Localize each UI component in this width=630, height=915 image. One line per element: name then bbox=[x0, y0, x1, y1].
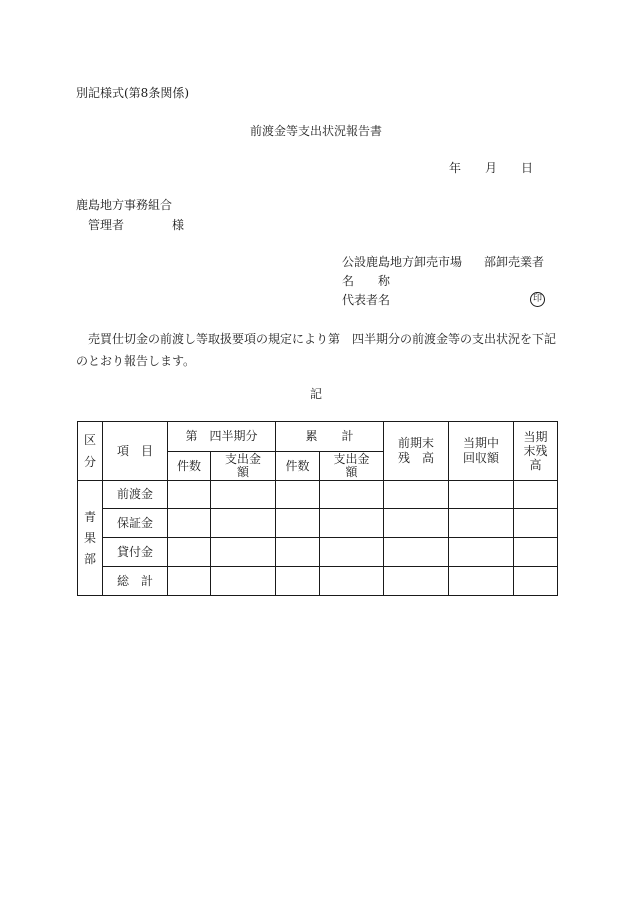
sender-name-label: 名 称 bbox=[342, 274, 391, 288]
sender-rep-label: 代表者名 bbox=[342, 293, 391, 307]
table-cell bbox=[320, 538, 384, 567]
row-label: 前渡金 bbox=[103, 481, 168, 509]
table-cell bbox=[514, 567, 558, 596]
sender-division: 部卸売業者 bbox=[484, 255, 545, 269]
table-cell bbox=[320, 567, 384, 596]
table-cell bbox=[276, 567, 320, 596]
table-cell bbox=[211, 567, 276, 596]
table-cell bbox=[211, 538, 276, 567]
report-table bbox=[77, 421, 558, 596]
table-cell bbox=[514, 538, 558, 567]
date-year: 年 bbox=[449, 161, 462, 175]
page-title: 前渡金等支出状況報告書 bbox=[250, 124, 383, 138]
header-count-quarter: 件数 bbox=[168, 452, 211, 481]
seal-icon: 印 bbox=[530, 292, 545, 307]
addressee-org: 鹿島地方事務組合 bbox=[76, 198, 173, 212]
ki-label: 記 bbox=[310, 387, 323, 401]
table-cell bbox=[384, 509, 449, 538]
date-day: 日 bbox=[521, 161, 534, 175]
header-cumulative: 累 計 bbox=[276, 422, 384, 452]
row-label: 貸付金 bbox=[103, 538, 168, 567]
table-cell bbox=[320, 509, 384, 538]
sender-market: 公設鹿島地方卸売市場 bbox=[342, 255, 463, 269]
table-cell bbox=[514, 509, 558, 538]
header-amount-cumulative: 支出金額 bbox=[320, 452, 384, 481]
row-label: 総 計 bbox=[103, 567, 168, 596]
body-paragraph: 売買仕切金の前渡し等取扱要項の規定により第 四半期分の前渡金等の支出状況を下記のとおり報告します。 bbox=[76, 332, 557, 368]
table-cell bbox=[276, 481, 320, 509]
table-cell bbox=[211, 509, 276, 538]
table-cell bbox=[449, 481, 514, 509]
table-cell bbox=[384, 567, 449, 596]
table-cell bbox=[449, 509, 514, 538]
table-cell bbox=[276, 538, 320, 567]
table-cell bbox=[276, 509, 320, 538]
table-cell bbox=[168, 509, 211, 538]
table-cell bbox=[168, 567, 211, 596]
header-amount-quarter: 支出金額 bbox=[211, 452, 276, 481]
table-cell bbox=[168, 538, 211, 567]
table-cell bbox=[211, 481, 276, 509]
table-cell bbox=[514, 481, 558, 509]
date-month: 月 bbox=[485, 161, 498, 175]
section-label: 青果部 bbox=[78, 481, 103, 596]
header-collected: 当期中回収額 bbox=[449, 422, 514, 481]
table-cell bbox=[320, 481, 384, 509]
addressee-honorific: 様 bbox=[172, 218, 185, 232]
table-cell bbox=[384, 481, 449, 509]
table-cell bbox=[449, 567, 514, 596]
table-cell bbox=[384, 538, 449, 567]
header-end-balance: 当期末残高 bbox=[514, 422, 558, 481]
header-item: 項 目 bbox=[103, 422, 168, 481]
form-label: 別記様式(第8条関係) bbox=[76, 86, 189, 100]
table-cell bbox=[168, 481, 211, 509]
addressee-name: 管理者 bbox=[88, 218, 125, 232]
table-cell bbox=[449, 538, 514, 567]
header-count-cumulative: 件数 bbox=[276, 452, 320, 481]
row-label: 保証金 bbox=[103, 509, 168, 538]
header-kubun: 区分 bbox=[78, 422, 103, 481]
header-prev-balance: 前期末残 高 bbox=[384, 422, 449, 481]
header-quarter: 第 四半期分 bbox=[168, 422, 276, 452]
